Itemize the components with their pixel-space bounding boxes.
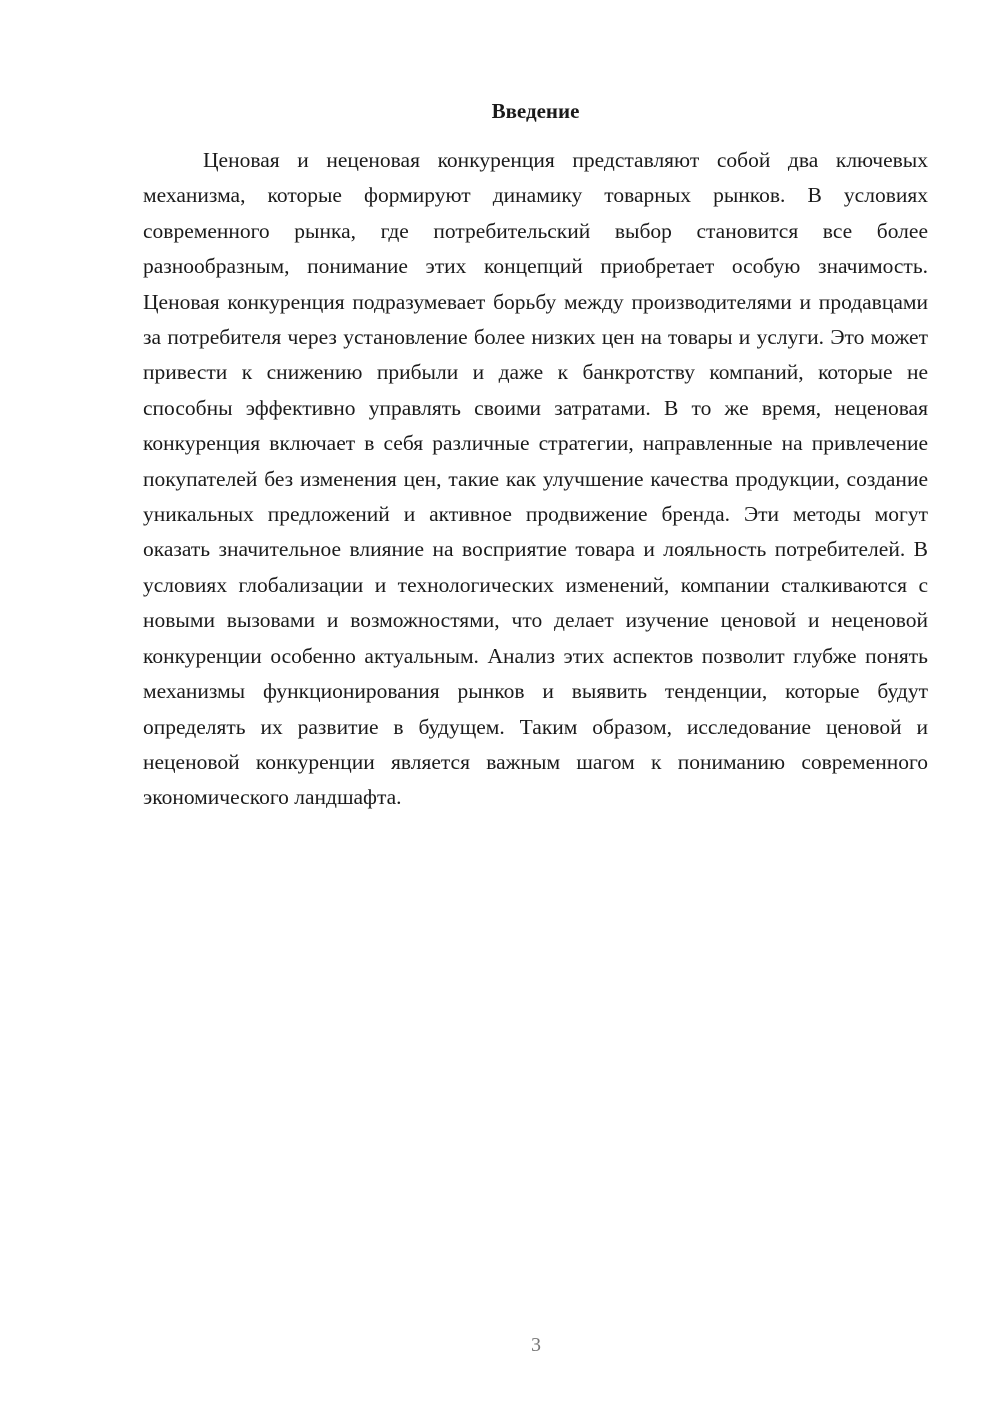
page-number: 3 <box>531 1334 541 1356</box>
body-paragraph: Ценовая и неценовая конкуренция представляют собой два ключевых механизма, которые формируют динамику товарных рынков. В условиях современного рынка, где потребительский выбор становится все более разнообразным, понимание этих концепций приобретает особую значимость. Ценовая конкуренция подразумевает борьбу между производителями и продавцами за потребителя через установление более низких цен на товары и услуги. Это может привести к снижению прибыли и даже к банкротству компаний, которые не способны эффективно управлять своими затратами. В то же время, неценовая конкуренция включает в себя различные стратегии, направленные на привлечение покупателей без изменения цен, такие как улучшение качества продукции, создание уникальных предложений и активное продвижение бренда. Эти методы могут оказать значительное влияние на восприятие товара и лояльность потребителей. В условиях глобализации и технологических изменений, компании сталкиваются с новыми вызовами и возможностями, что делает изучение ценовой и неценовой конкуренции особенно актуальным. Анализ этих аспектов позволит глубже понять механизмы функционирования рынков и выявить тенденции, которые будут определять их развитие в будущем. Таким образом, исследование ценовой и неценовой конкуренции является важным шагом к пониманию современного экономического ландшафта. <box>143 148 928 810</box>
section-heading: Введение <box>491 99 580 123</box>
